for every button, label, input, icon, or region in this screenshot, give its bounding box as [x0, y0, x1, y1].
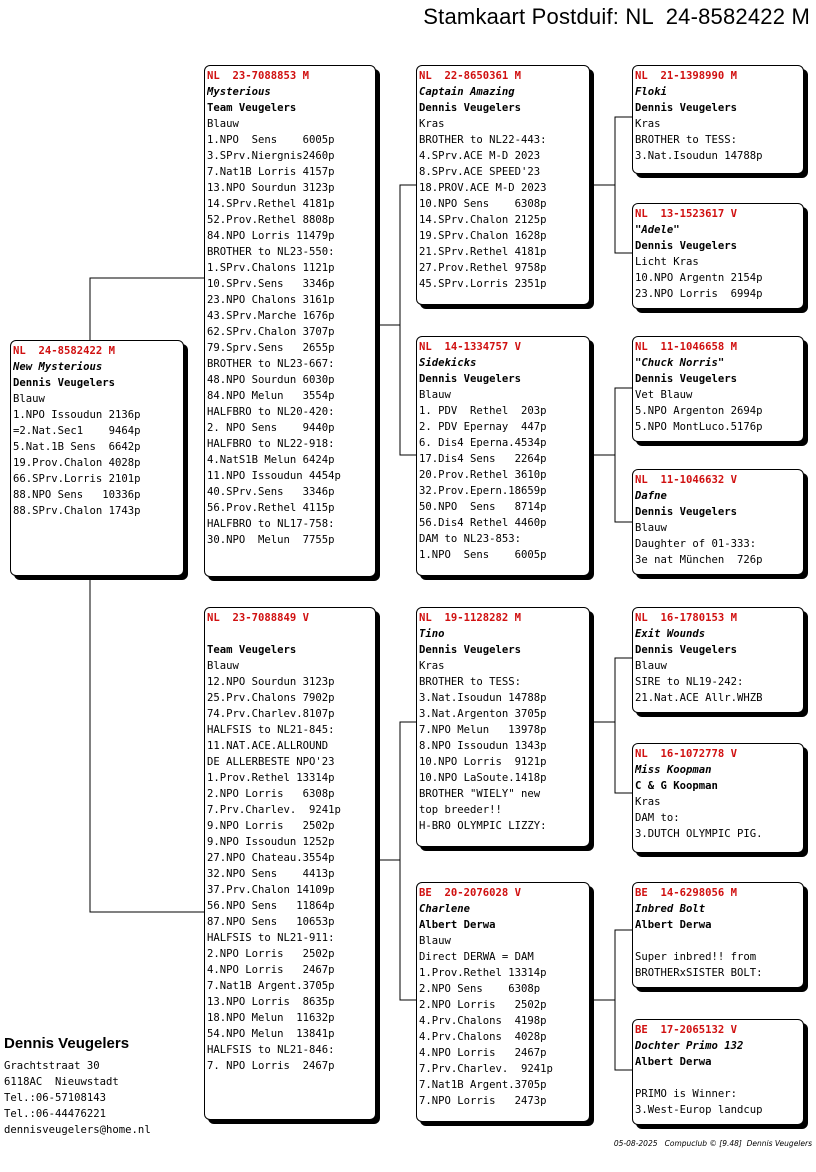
pigeon-name: Tino: [419, 628, 445, 640]
pigeon-name: Exit Wounds: [635, 628, 706, 640]
result-line: 48.NPO Sourdun 6030p: [207, 374, 335, 386]
result-line: HALFBRO to NL22-918:: [207, 438, 335, 450]
pigeon-name: Captain Amazing: [419, 86, 515, 98]
result-line: 1.NPO Issoudun 2136p: [13, 409, 141, 421]
result-line: 3.Nat.Isoudun 14788p: [419, 692, 547, 704]
result-line: DE ALLERBESTE NPO'23: [207, 756, 335, 768]
pigeon-card-ss: [416, 65, 590, 305]
result-line: 13.NPO Sourdun 3123p: [207, 182, 335, 194]
owner-name: Dennis Veugelers: [635, 373, 738, 385]
result-line: 2.NPO Lorris 2502p: [207, 948, 335, 960]
breeder-phone-1: Tel.:06-57108143: [4, 1092, 107, 1104]
pigeon-color: Licht Kras: [635, 256, 699, 268]
result-line: 20.Prov.Rethel 3610p: [419, 469, 547, 481]
result-line: 7.Prv.Charlev. 9241p: [419, 1063, 553, 1075]
pigeon-name: Mysterious: [207, 86, 271, 98]
result-line: 1.NPO Sens 6005p: [207, 134, 335, 146]
ring-number: NL 13-1523617 V: [635, 208, 738, 220]
pigeon-color: Vet Blauw: [635, 389, 693, 401]
pigeon-name: [207, 626, 375, 642]
result-line: 84.NPO Lorris 11479p: [207, 230, 335, 242]
result-line: 10.NPO LaSoute.1418p: [419, 772, 547, 784]
pigeon-card-ddd: [632, 1019, 804, 1125]
ring-number: NL 11-1046658 M: [635, 341, 738, 353]
result-line: 3.Nat.Argenton 3705p: [419, 708, 547, 720]
result-line: 43.SPrv.Marche 1676p: [207, 310, 335, 322]
ring-number: BE 20-2076028 V: [419, 887, 522, 899]
result-line: 1.SPrv.Chalons 1121p: [207, 262, 335, 274]
result-line: 10.SPrv.Sens 3346p: [207, 278, 335, 290]
result-line: 14.SPrv.Rethel 4181p: [207, 198, 335, 210]
result-line: 27.Prov.Rethel 9758p: [419, 262, 547, 274]
connector-sire-parents: [400, 185, 416, 455]
result-line: 66.SPrv.Lorris 2101p: [13, 473, 141, 485]
result-line: 7.Nat1B Argent.3705p: [419, 1079, 547, 1091]
ring-number: NL 16-1780153 M: [635, 612, 738, 624]
result-line: 4.SPrv.ACE M-D 2023: [419, 150, 541, 162]
result-line: 74.Prv.Charlev.8107p: [207, 708, 335, 720]
result-line: 7.Nat1B Argent.3705p: [207, 980, 335, 992]
ring-number: NL 24-8582422 M: [13, 345, 116, 357]
result-line: H-BRO OLYMPIC LIZZY:: [419, 820, 547, 832]
owner-name: Dennis Veugelers: [419, 644, 522, 656]
result-line: 5.NPO Argenton 2694p: [635, 405, 763, 417]
result-line: 7.NPO Melun 13978p: [419, 724, 547, 736]
result-line: 2. PDV Epernay 447p: [419, 421, 547, 433]
pigeon-card-sdd: [632, 469, 804, 575]
result-line: 9.NPO Issoudun 1252p: [207, 836, 335, 848]
result-line: 6. Dis4 Eperna.4534p: [419, 437, 547, 449]
pigeon-color: Blauw: [207, 660, 239, 672]
result-line: 4.Prv.Chalons 4028p: [419, 1031, 547, 1043]
connector-dam-parents: [400, 722, 416, 1000]
result-line: =2.Nat.Sec1 9464p: [13, 425, 141, 437]
owner-name: Albert Derwa: [635, 1056, 712, 1068]
pigeon-card-sire: [204, 65, 376, 577]
result-line: 23.NPO Chalons 3161p: [207, 294, 335, 306]
result-line: 23.NPO Lorris 6994p: [635, 288, 763, 300]
connector-subject-sire: [90, 278, 204, 340]
pigeon-name: Inbred Bolt: [635, 903, 706, 915]
owner-name: Team Veugelers: [207, 102, 297, 114]
result-line: DAM to NL23-853:: [419, 533, 522, 545]
result-line: 4.NPO Lorris 2467p: [207, 964, 335, 976]
result-line: 1.Prov.Rethel 13314p: [419, 967, 547, 979]
result-line: HALFBRO to NL17-758:: [207, 518, 335, 530]
result-line: SIRE to NL19-242:: [635, 676, 744, 688]
result-line: 21.SPrv.Rethel 4181p: [419, 246, 547, 258]
pigeon-card-ds: [416, 607, 590, 847]
result-line: 2. NPO Sens 9440p: [207, 422, 335, 434]
result-line: 18.PROV.ACE M-D 2023: [419, 182, 547, 194]
pigeon-card-ssd: [632, 203, 804, 309]
owner-name: C & G Koopman: [635, 780, 718, 792]
result-line: BROTHER to NL23-667:: [207, 358, 335, 370]
result-line: 40.SPrv.Sens 3346p: [207, 486, 335, 498]
result-line: 7.Nat1B Lorris 4157p: [207, 166, 335, 178]
owner-name: Dennis Veugelers: [419, 102, 522, 114]
owner-name: Albert Derwa: [419, 919, 496, 931]
result-line: 56.NPO Sens 11864p: [207, 900, 335, 912]
result-line: 3.SPrv.Niergnis2460p: [207, 150, 335, 162]
owner-name: Albert Derwa: [635, 919, 712, 931]
pigeon-color: Kras: [635, 796, 661, 808]
result-line: 8.SPrv.ACE SPEED'23: [419, 166, 541, 178]
result-line: BROTHER to NL23-550:: [207, 246, 335, 258]
result-line: 84.NPO Melun 3554p: [207, 390, 335, 402]
result-line: 7.NPO Lorris 2473p: [419, 1095, 547, 1107]
result-line: BROTHERxSISTER BOLT:: [635, 967, 763, 979]
result-line: BROTHER to NL22-443:: [419, 134, 547, 146]
result-line: 11.NAT.ACE.ALLROUND: [207, 740, 329, 752]
result-line: top breeder!!: [419, 804, 502, 816]
pigeon-color: Kras: [635, 118, 661, 130]
result-line: Direct DERWA = DAM: [419, 951, 534, 963]
pigeon-color: Kras: [419, 660, 445, 672]
result-line: 25.Prv.Chalons 7902p: [207, 692, 335, 704]
result-line: 30.NPO Melun 7755p: [207, 534, 335, 546]
pigeon-color: Blauw: [207, 118, 239, 130]
ring-number: NL 16-1072778 V: [635, 748, 738, 760]
result-line: 37.Prv.Chalon 14109p: [207, 884, 335, 896]
pigeon-color: Blauw: [419, 389, 451, 401]
pigeon-name: Sidekicks: [419, 357, 477, 369]
result-line: 54.NPO Melun 13841p: [207, 1028, 335, 1040]
result-line: 4.Prv.Chalons 4198p: [419, 1015, 547, 1027]
result-line: 3.DUTCH OLYMPIC PIG.: [635, 828, 763, 840]
result-line: 88.NPO Sens 10336p: [13, 489, 141, 501]
result-line: 87.NPO Sens 10653p: [207, 916, 335, 928]
result-line: 5.NPO MontLuco.5176p: [635, 421, 763, 433]
result-line: 11.NPO Issoudun 4454p: [207, 470, 341, 482]
result-line: 4.NatS1B Melun 6424p: [207, 454, 335, 466]
pigeon-name: "Chuck Norris": [635, 357, 725, 369]
pigeon-color: [635, 933, 803, 949]
result-line: 45.SPrv.Lorris 2351p: [419, 278, 547, 290]
pigeon-name: Dochter Primo 132: [635, 1040, 744, 1052]
result-line: HALFBRO to NL20-420:: [207, 406, 335, 418]
result-line: 56.Dis4 Rethel 4460p: [419, 517, 547, 529]
breeder-email: dennisveugelers@home.nl: [4, 1124, 151, 1136]
ring-number: NL 23-7088849 V: [207, 612, 310, 624]
pigeon-name: "Adele": [635, 224, 680, 236]
breeder-phone-2: Tel.:06-44476221: [4, 1108, 107, 1120]
pigeon-card-dss: [632, 607, 804, 713]
result-line: 13.NPO Lorris 8635p: [207, 996, 335, 1008]
result-line: HALFSIS to NL21-846:: [207, 1044, 335, 1056]
result-line: 8.NPO Issoudun 1343p: [419, 740, 547, 752]
breeder-postal: 6118AC Nieuwstadt: [4, 1076, 119, 1088]
result-line: 2.NPO Lorris 6308p: [207, 788, 335, 800]
result-line: 27.NPO Chateau.3554p: [207, 852, 335, 864]
pigeon-name: Miss Koopman: [635, 764, 712, 776]
result-line: 56.Prov.Rethel 4115p: [207, 502, 335, 514]
ring-number: NL 19-1128282 M: [419, 612, 522, 624]
result-line: Daughter of 01-333:: [635, 538, 757, 550]
owner-name: Dennis Veugelers: [635, 102, 738, 114]
result-line: BROTHER to TESS:: [419, 676, 522, 688]
pigeon-color: Blauw: [635, 660, 667, 672]
pigeon-card-dsd: [632, 743, 804, 853]
ring-number: NL 23-7088853 M: [207, 70, 310, 82]
result-line: 62.SPrv.Chalon 3707p: [207, 326, 335, 338]
owner-name: Dennis Veugelers: [13, 377, 116, 389]
result-line: 79.Sprv.Sens 2655p: [207, 342, 335, 354]
ring-number: NL 21-1398990 M: [635, 70, 738, 82]
result-line: 9.NPO Lorris 2502p: [207, 820, 335, 832]
result-line: 3e nat München 726p: [635, 554, 763, 566]
ring-number: BE 17-2065132 V: [635, 1024, 738, 1036]
result-line: 32.Prov.Epern.18659p: [419, 485, 547, 497]
result-line: HALFSIS to NL21-845:: [207, 724, 335, 736]
result-line: 50.NPO Sens 8714p: [419, 501, 547, 513]
owner-name: Dennis Veugelers: [635, 644, 738, 656]
breeder-info: [4, 1034, 151, 1138]
pigeon-color: Blauw: [419, 935, 451, 947]
result-line: 7. NPO Lorris 2467p: [207, 1060, 335, 1072]
owner-name: Team Veugelers: [207, 644, 297, 656]
result-line: 4.NPO Lorris 2467p: [419, 1047, 547, 1059]
ring-number: NL 11-1046632 V: [635, 474, 738, 486]
pigeon-name: New Mysterious: [13, 361, 103, 373]
connector-subject-dam: [90, 575, 204, 912]
result-line: 1.Prov.Rethel 13314p: [207, 772, 335, 784]
result-line: PRIMO is Winner:: [635, 1088, 738, 1100]
result-line: 17.Dis4 Sens 2264p: [419, 453, 547, 465]
pigeon-card-sds: [632, 336, 804, 442]
result-line: 2.NPO Lorris 2502p: [419, 999, 547, 1011]
result-line: 14.SPrv.Chalon 2125p: [419, 214, 547, 226]
result-line: 1.NPO Sens 6005p: [419, 549, 547, 561]
pigeon-card-sd: [416, 336, 590, 576]
result-line: 88.SPrv.Chalon 1743p: [13, 505, 141, 517]
pigeon-card-dam: [204, 607, 376, 1120]
footer-credits: 05-08-2025 Compuclub © [9.48] Dennis Veugelers: [613, 1139, 812, 1148]
pigeon-card-dd: [416, 882, 590, 1122]
result-line: 2.NPO Sens 6308p: [419, 983, 541, 995]
result-line: 7.Prv.Charlev. 9241p: [207, 804, 341, 816]
result-line: 18.NPO Melun 11632p: [207, 1012, 335, 1024]
pigeon-name: Floki: [635, 86, 667, 98]
pigeon-card-sss: [632, 65, 804, 174]
pigeon-name: Dafne: [635, 490, 667, 502]
ring-number: NL 22-8650361 M: [419, 70, 522, 82]
pigeon-card-dds: [632, 882, 804, 988]
result-line: 19.SPrv.Chalon 1628p: [419, 230, 547, 242]
result-line: 10.NPO Lorris 9121p: [419, 756, 547, 768]
pigeon-color: [635, 1070, 803, 1086]
result-line: 3.Nat.Isoudun 14788p: [635, 150, 763, 162]
result-line: 19.Prov.Chalon 4028p: [13, 457, 141, 469]
result-line: 32.NPO Sens 4413p: [207, 868, 335, 880]
breeder-address: Grachtstraat 30: [4, 1060, 100, 1072]
pigeon-color: Kras: [419, 118, 445, 130]
result-line: DAM to:: [635, 812, 680, 824]
pigeon-color: Blauw: [13, 393, 45, 405]
owner-name: Dennis Veugelers: [635, 240, 738, 252]
owner-name: Dennis Veugelers: [419, 373, 522, 385]
result-line: 21.Nat.ACE Allr.WHZB: [635, 692, 763, 704]
result-line: 1. PDV Rethel 203p: [419, 405, 547, 417]
ring-number: BE 14-6298056 M: [635, 887, 738, 899]
pigeon-name: Charlene: [419, 903, 471, 915]
result-line: 3.West-Europ landcup: [635, 1104, 763, 1116]
owner-name: Dennis Veugelers: [635, 506, 738, 518]
page-title: Stamkaart Postduif: NL 24-8582422 M: [423, 4, 810, 29]
result-line: 10.NPO Argentn 2154p: [635, 272, 763, 284]
result-line: 12.NPO Sourdun 3123p: [207, 676, 335, 688]
result-line: BROTHER "WIELY" new: [419, 788, 541, 800]
pigeon-color: Blauw: [635, 522, 667, 534]
result-line: 10.NPO Sens 6308p: [419, 198, 547, 210]
result-line: 52.Prov.Rethel 8808p: [207, 214, 335, 226]
ring-number: NL 14-1334757 V: [419, 341, 522, 353]
result-line: BROTHER to TESS:: [635, 134, 738, 146]
result-line: 5.Nat.1B Sens 6642p: [13, 441, 141, 453]
result-line: Super inbred!! from: [635, 951, 757, 963]
result-line: HALFSIS to NL21-911:: [207, 932, 335, 944]
pigeon-card-subject: [10, 340, 184, 576]
breeder-name: Dennis Veugelers: [4, 1035, 130, 1052]
